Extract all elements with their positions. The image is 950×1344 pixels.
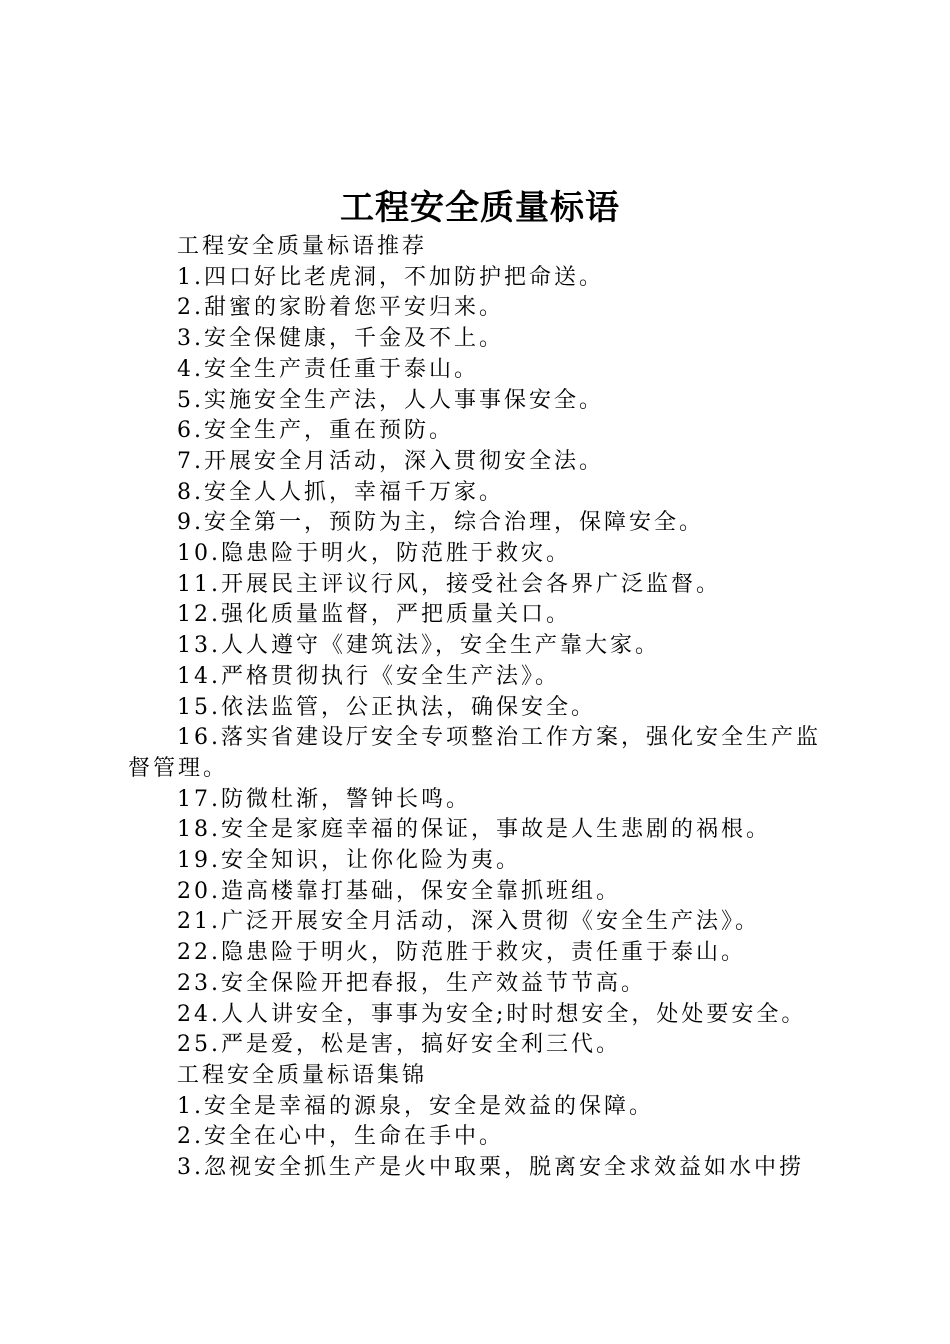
slogan-line: 6.安全生产，重在预防。 [177,418,454,444]
slogan-line: 8.安全人人抓，幸福千万家。 [177,479,504,505]
slogan-line: 11.开展民主评议行风，接受社会各界广泛监督。 [177,571,721,597]
slogan-line: 9.安全第一，预防为主，综合治理，保障安全。 [177,510,704,536]
slogan-line: 16.落实省建设厅安全专项整治工作方案，强化安全生产监 [177,725,821,751]
slogan-line: 4.安全生产责任重于泰山。 [177,356,479,382]
slogan-line: 1.安全是幸福的源泉，安全是效益的保障。 [177,1093,654,1119]
page-title: 工程安全质量标语 [340,188,620,228]
slogan-line-wrap: 督管理。 [128,755,229,781]
slogan-line: 17.防微杜渐，警钟长鸣。 [177,786,471,812]
slogan-line: 5.实施安全生产法，人人事事保安全。 [177,387,604,413]
slogan-line: 20.造高楼靠打基础，保安全靠抓班组。 [177,878,621,904]
slogan-line: 2.甜蜜的家盼着您平安归来。 [177,295,504,321]
slogan-line: 13.人人遵守《建筑法》，安全生产靠大家。 [177,633,660,659]
section-heading-recommend: 工程安全质量标语推荐 [177,234,428,259]
slogan-line: 21.广泛开展安全月活动，深入贯彻《安全生产法》。 [177,909,760,935]
slogan-line: 1.四口好比老虎洞，不加防护把命送。 [177,264,604,290]
slogan-line: 22.隐患险于明火，防范胜于救灾，责任重于泰山。 [177,940,746,966]
slogan-line: 19.安全知识，让你化险为夷。 [177,848,521,873]
slogan-line: 14.严格贯彻执行《安全生产法》。 [177,663,560,689]
slogan-line: 7.开展安全月活动，深入贯彻安全法。 [177,448,604,474]
slogan-line: 12.强化质量监督，严把质量关口。 [177,602,571,628]
slogan-line: 10.隐患险于明火，防范胜于救灾。 [177,541,571,566]
slogan-line: 25.严是爱，松是害，搞好安全利三代。 [177,1032,621,1058]
slogan-line: 2.安全在心中，生命在手中。 [177,1124,504,1150]
slogan-line: 15.依法监管，公正执法，确保安全。 [177,694,596,720]
section-heading-collection: 工程安全质量标语集锦 [177,1062,428,1088]
slogan-line: 18.安全是家庭幸福的保证，事故是人生悲剧的祸根。 [177,817,771,843]
slogan-line: 3.安全保健康，千金及不上。 [177,326,504,352]
slogan-line: 3.忽视安全抓生产是火中取栗，脱离安全求效益如水中捞 [177,1155,804,1180]
slogan-line: 24.人人讲安全，事事为安全;时时想安全，处处要安全。 [177,1001,807,1027]
slogan-line: 23.安全保险开把春报，生产效益节节高。 [177,970,646,996]
